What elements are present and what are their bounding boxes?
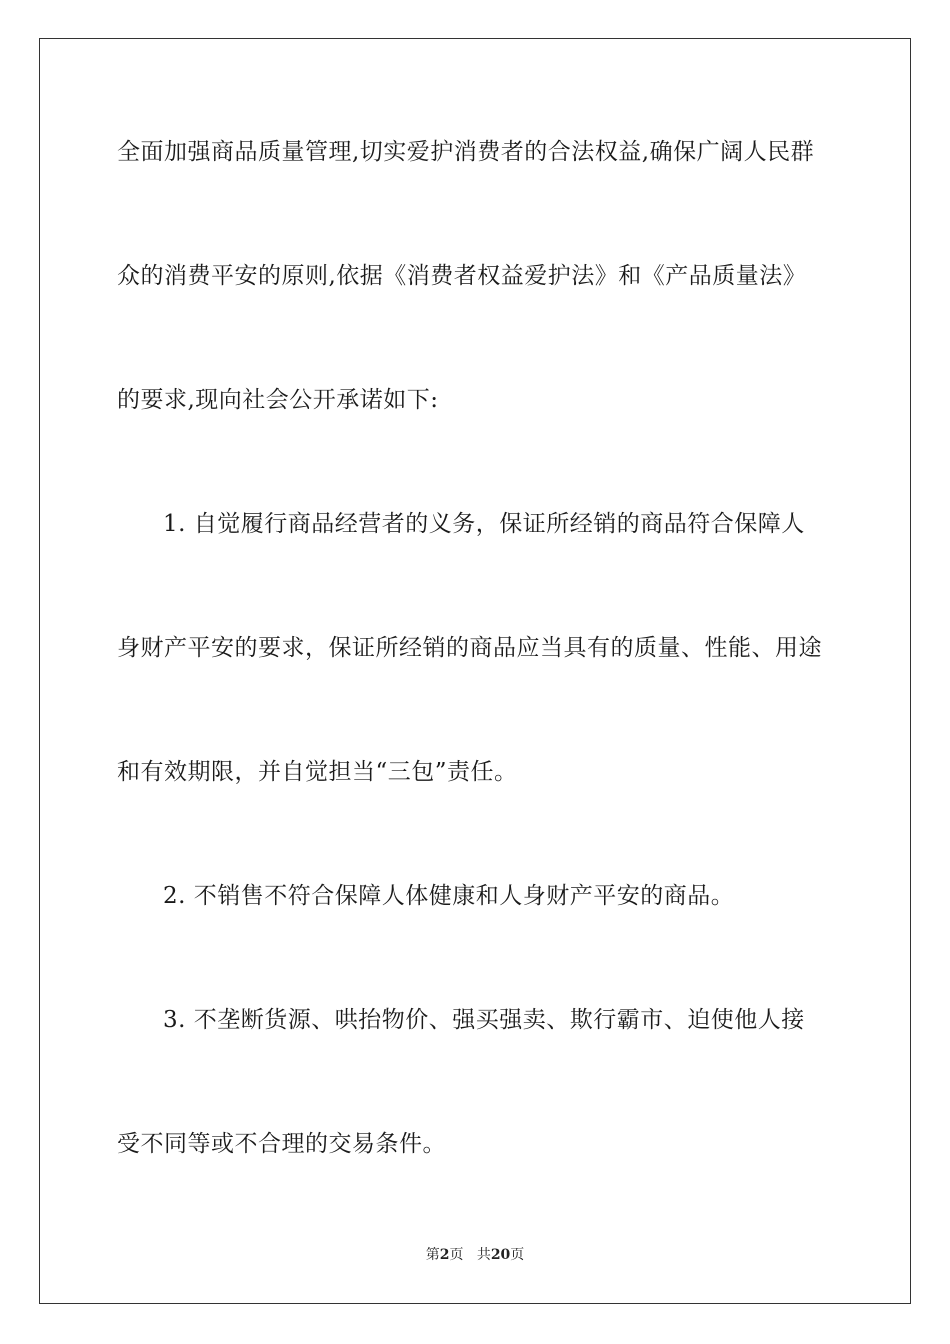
paragraph-line-2: 众的消费平安的原则,依据《消费者权益爱护法》和《产品质量法》 xyxy=(117,263,807,289)
list-item-1-line-3: 和有效期限，并自觉担当“三包”责任。 xyxy=(117,759,518,785)
total-label-prefix: 共 xyxy=(476,1247,491,1263)
list-item-1-line-2: 身财产平安的要求，保证所经销的商品应当具有的质量、性能、用途 xyxy=(117,635,822,661)
page-label-suffix: 页 xyxy=(449,1247,464,1263)
paragraph-line-1: 全面加强商品质量管理,切实爱护消费者的合法权益,确保广阔人民群 xyxy=(117,139,815,165)
paragraph-line-3: 的要求,现向社会公开承诺如下: xyxy=(117,387,439,413)
page-border xyxy=(39,38,911,1304)
page-label-prefix: 第 xyxy=(425,1247,440,1263)
list-item-3-line-1: 3. 不垄断货源、哄抬物价、强买强卖、欺行霸市、迫使他人接 xyxy=(163,1007,805,1033)
page-footer xyxy=(0,1244,950,1264)
list-item-2-line-1: 2. 不销售不符合保障人体健康和人身财产平安的商品。 xyxy=(163,883,735,909)
total-label-suffix: 页 xyxy=(510,1247,525,1263)
page-number: 2 xyxy=(439,1247,450,1263)
list-item-1-line-1: 1. 自觉履行商品经营者的义务，保证所经销的商品符合保障人 xyxy=(163,511,805,537)
list-item-3-line-2: 受不同等或不合理的交易条件。 xyxy=(117,1131,446,1157)
total-pages: 20 xyxy=(490,1247,511,1263)
